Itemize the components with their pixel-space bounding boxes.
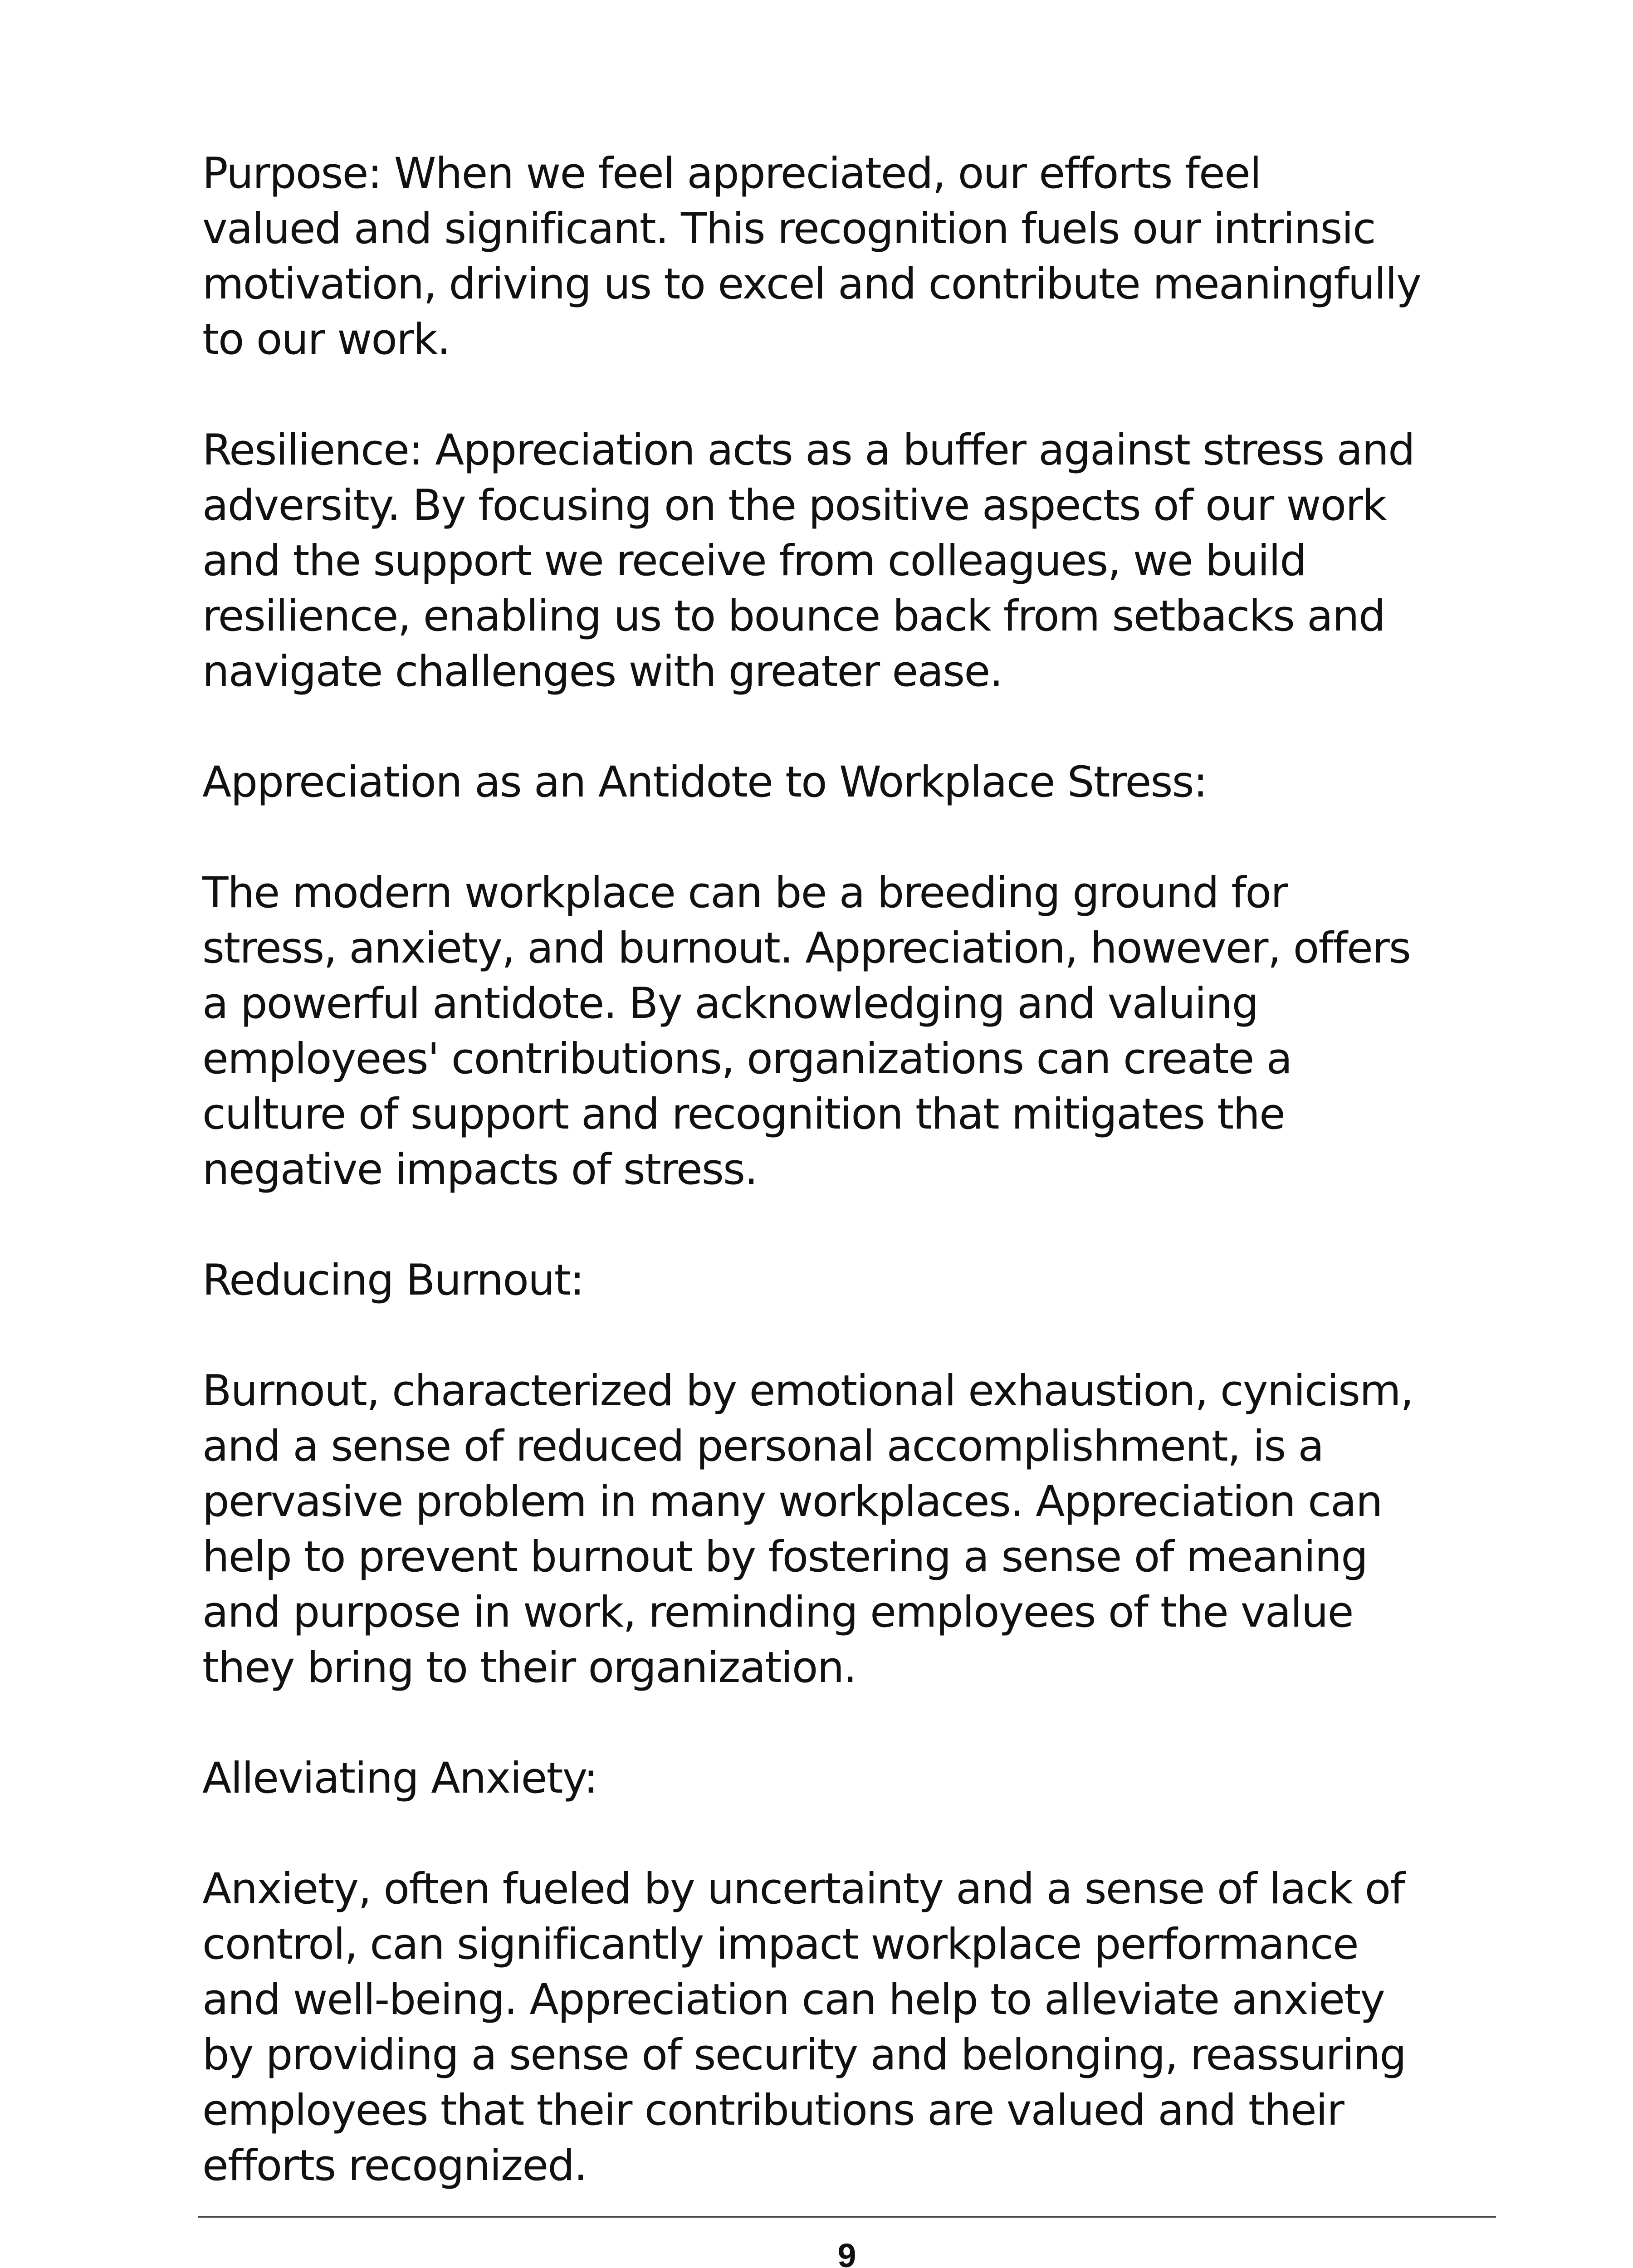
paragraph-anxiety: Anxiety, often fueled by uncertainty and a sense of lack of control, can significantly impact workplace performance and well-being. Appreciation can help to alleviate anxiety by providing a sense of security and belonging, reassuring employees that their contributions are valued and their efforts recognized. [202, 1864, 1406, 2190]
footer-divider [198, 2216, 1496, 2218]
page-body [202, 146, 1500, 2194]
page-number: 9 [837, 2237, 856, 2268]
paragraph-burnout: Burnout, characterized by emotional exhaustion, cynicism, and a sense of reduced personal accomplishment, is a pervasive problem in many workplaces. Appreciation can help to prevent burnout by fostering a sense of meaning and purpose in work, reminding employees of the value they bring to their organization. [202, 1366, 1413, 1692]
section-heading-antidote: Appreciation as an Antidote to Workplace Stress: [202, 758, 1207, 807]
section-heading-burnout: Reducing Burnout: [202, 1256, 584, 1305]
paragraph-resilience: Resilience: Appreciation acts as a buffer against stress and adversity. By focusing on the positive aspects of our work and the support we receive from colleagues, we build resilience, enabling us to bounce back from setbacks and navigate challenges with greater ease. [202, 425, 1415, 696]
paragraph-purpose: Purpose: When we feel appreciated, our efforts feel valued and significant. This recognition fuels our intrinsic motivation, driving us to excel and contribute meaningfully to our work. [202, 149, 1421, 364]
paragraph-antidote: The modern workplace can be a breeding ground for stress, anxiety, and burnout. Appreciation, however, offers a powerful antidote. By acknowledging and valuing employees' contributions, organizations can create a culture of support and recognition that mitigates the negative impacts of stress. [202, 868, 1411, 1194]
section-heading-anxiety: Alleviating Anxiety: [202, 1754, 597, 1803]
